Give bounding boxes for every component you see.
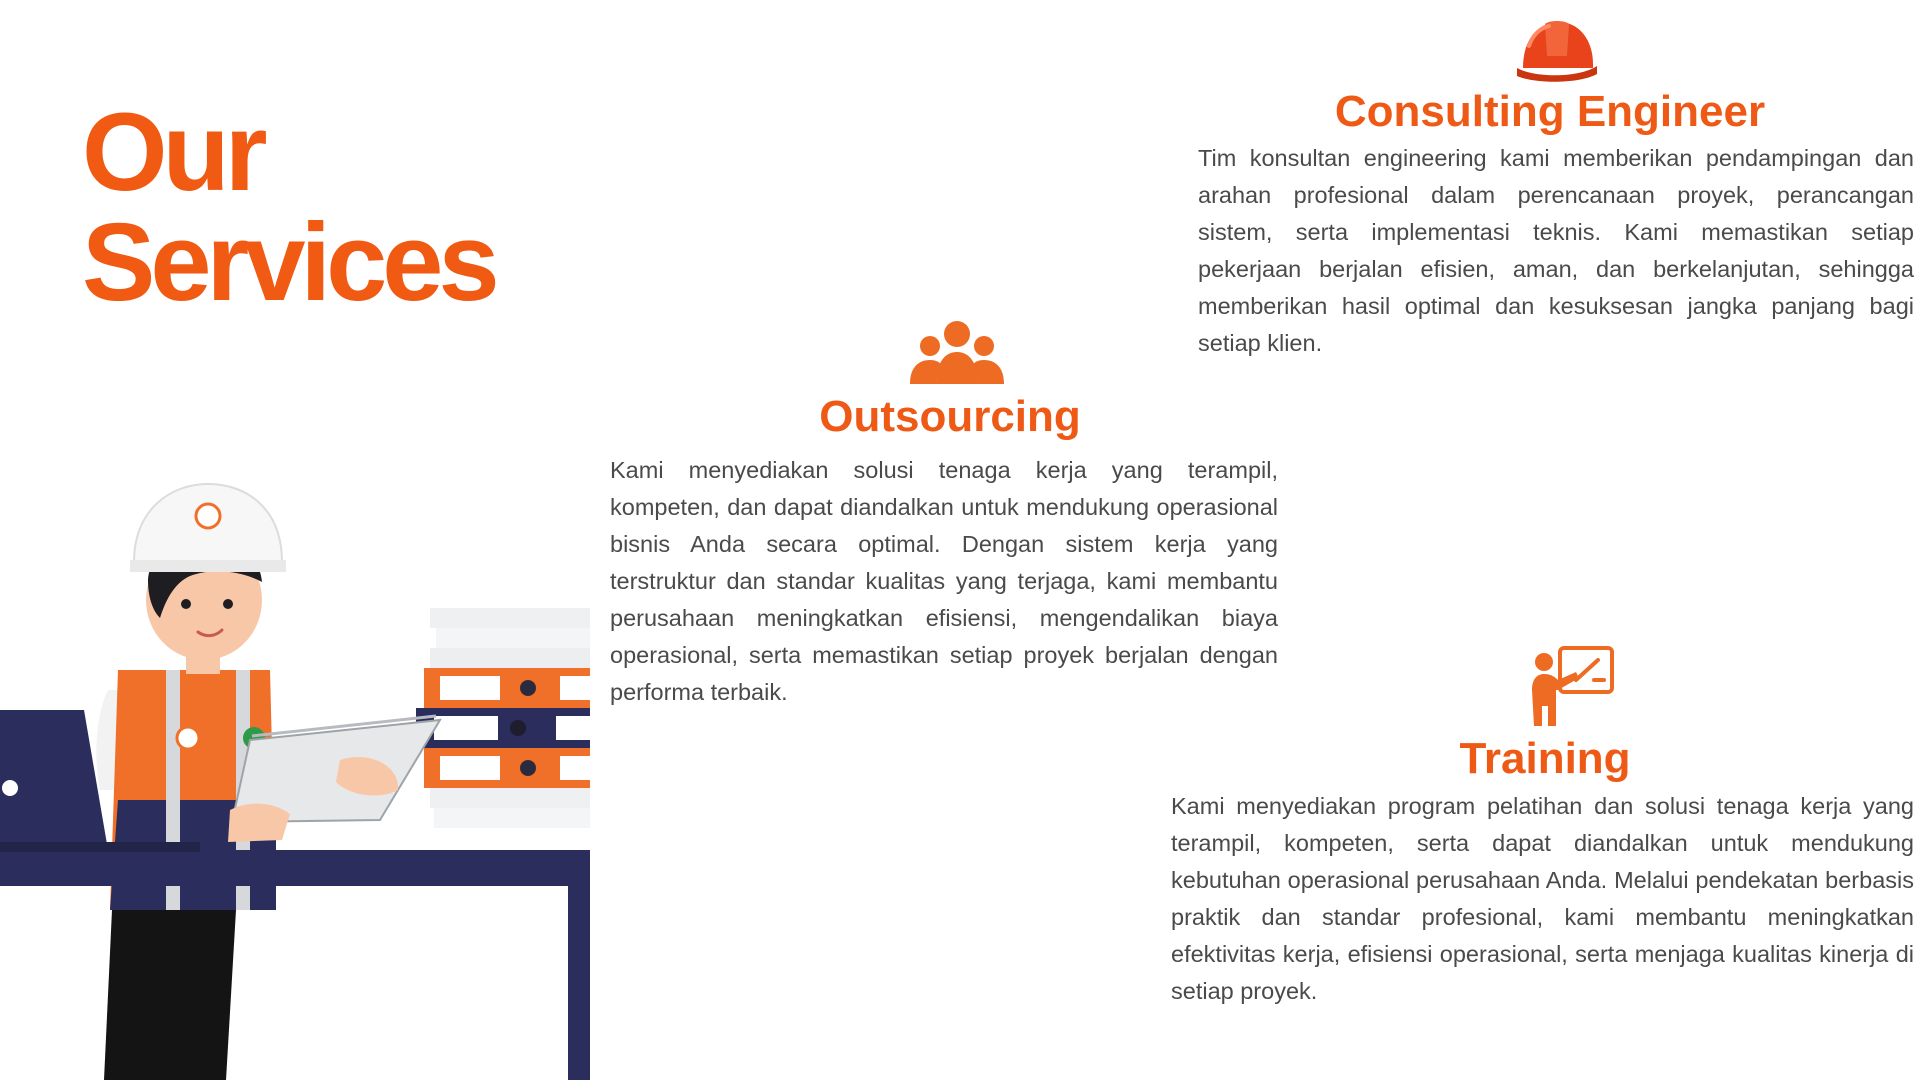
page-title-line-2: Services xyxy=(82,201,495,324)
presentation-trainer-icon xyxy=(1528,646,1614,726)
consulting-engineer-title: Consulting Engineer xyxy=(1334,87,1766,136)
engineer-figure xyxy=(96,484,440,1080)
consulting-engineer-description: Tim konsultan engineering kami memberikan pendampingan dan arahan profesional dalam perencanaan proyek, perancangan sistem, serta implementasi teknis. Kami memastikan setiap pekerjaan berjalan efisien, aman, dan berkelanjutan, sehingga memberikan hasil optimal dan kesuksesan jangka panjang bagi setiap klien. xyxy=(1198,145,1914,356)
hard-hat-icon xyxy=(1515,16,1599,82)
team-group-icon xyxy=(910,320,1004,384)
training-description: Kami menyediakan program pelatihan dan solusi tenaga kerja yang terampil, kompeten, serta dapat diandalkan untuk mendukung kebutuhan operasional perusahaan Anda. Melalui pendekatan berbasis praktik dan standar profesional, kami membantu meningkatkan efektivitas kerja, efisiensi operasional, serta menjaga kualitas kinerja di setiap proyek. xyxy=(1171,793,1914,1004)
page-title xyxy=(82,91,495,324)
outsourcing-title: Outsourcing xyxy=(819,392,1081,441)
training-title: Training xyxy=(1459,734,1631,783)
engineer-at-desk-illustration xyxy=(0,470,590,1080)
outsourcing-description: Kami menyediakan solusi tenaga kerja yang terampil, kompeten, dan dapat diandalkan untuk mendukung operasional bisnis Anda secara optimal. Dengan sistem kerja yang terstruktur dan standar kualitas yang terjaga, kami membantu perusahaan meningkatkan efisiensi, mengendalikan biaya operasional, serta memastikan setiap proyek berjalan dengan performa terbaik. xyxy=(610,457,1278,705)
binder-stack xyxy=(416,608,590,828)
page-title-line-1: Our xyxy=(82,91,263,214)
